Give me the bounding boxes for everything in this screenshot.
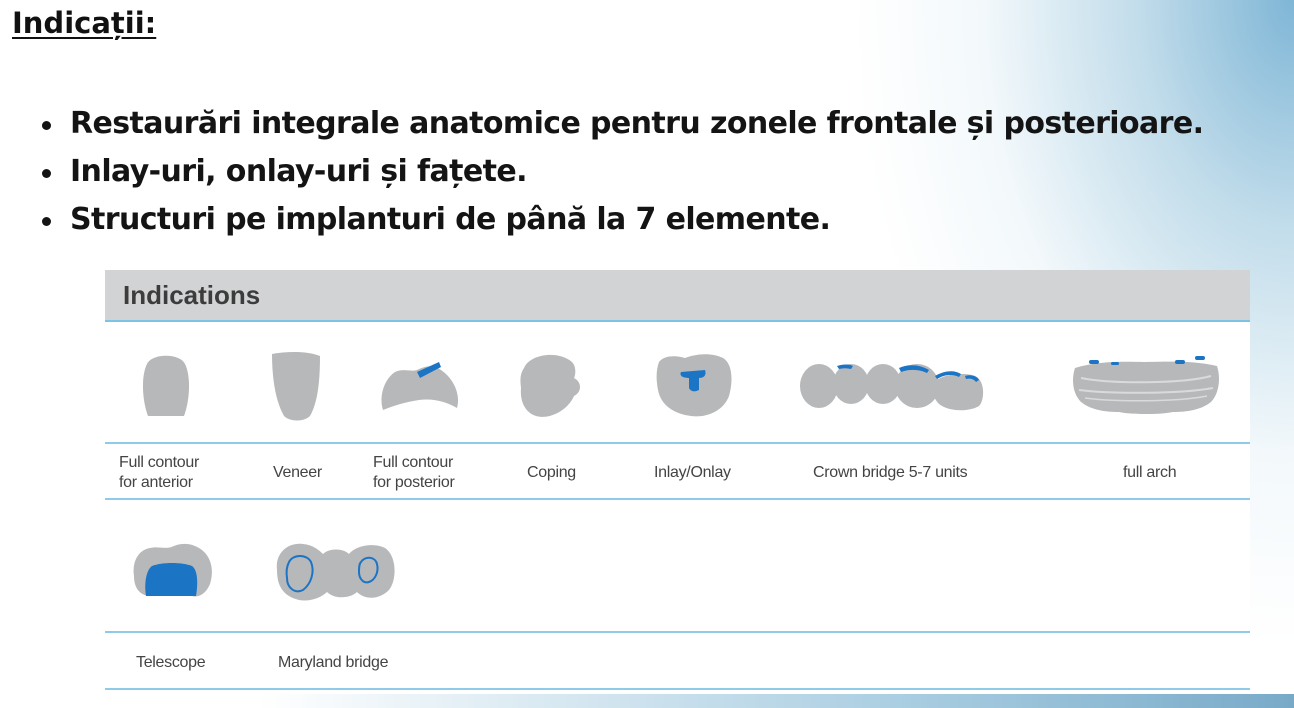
label-full-contour-anterior: Full contour for anterior <box>119 454 199 491</box>
indications-panel <box>105 270 1250 692</box>
row-divider <box>105 498 1250 500</box>
list-item <box>42 148 1203 196</box>
label-veneer: Veneer <box>273 464 322 481</box>
coping-icon <box>518 352 584 420</box>
crown-bridge-icon <box>799 360 987 412</box>
full-contour-posterior-icon <box>377 358 463 414</box>
bottom-rule <box>105 688 1250 690</box>
list-item-text: Inlay-uri, onlay-uri și fațete. <box>70 154 527 189</box>
veneer-icon <box>268 350 324 422</box>
indications-list <box>42 100 1203 244</box>
list-item-text: Restaurări integrale anatomice pentru zonele frontale și posterioare. <box>70 106 1204 141</box>
list-item <box>42 196 1203 244</box>
label-full-arch: full arch <box>1123 464 1177 481</box>
bullet-dot-icon <box>42 217 51 226</box>
list-item <box>42 100 1203 148</box>
panel-header <box>105 270 1250 322</box>
telescope-icon <box>132 540 214 602</box>
bullet-dot-icon <box>42 169 51 178</box>
label-inlay-onlay: Inlay/Onlay <box>654 464 731 481</box>
label-maryland-bridge: Maryland bridge <box>278 654 389 671</box>
full-contour-anterior-icon <box>138 350 194 420</box>
row-divider <box>105 442 1250 444</box>
maryland-bridge-icon <box>273 540 397 604</box>
label-full-contour-posterior: Full contour for posterior <box>373 454 455 491</box>
label-coping: Coping <box>527 464 576 481</box>
inlay-onlay-icon <box>655 352 733 418</box>
label-telescope: Telescope <box>136 654 206 671</box>
panel-title: Indications <box>123 280 261 310</box>
page-heading: Indicații: <box>12 6 157 40</box>
list-item-text: Structuri pe implanturi de până la 7 elemente. <box>70 202 831 237</box>
row-divider <box>105 631 1250 633</box>
bullet-dot-icon <box>42 121 51 130</box>
full-arch-icon <box>1071 354 1221 418</box>
bottom-decorative-band <box>0 694 1294 708</box>
label-crown-bridge: Crown bridge 5-7 units <box>813 464 968 481</box>
